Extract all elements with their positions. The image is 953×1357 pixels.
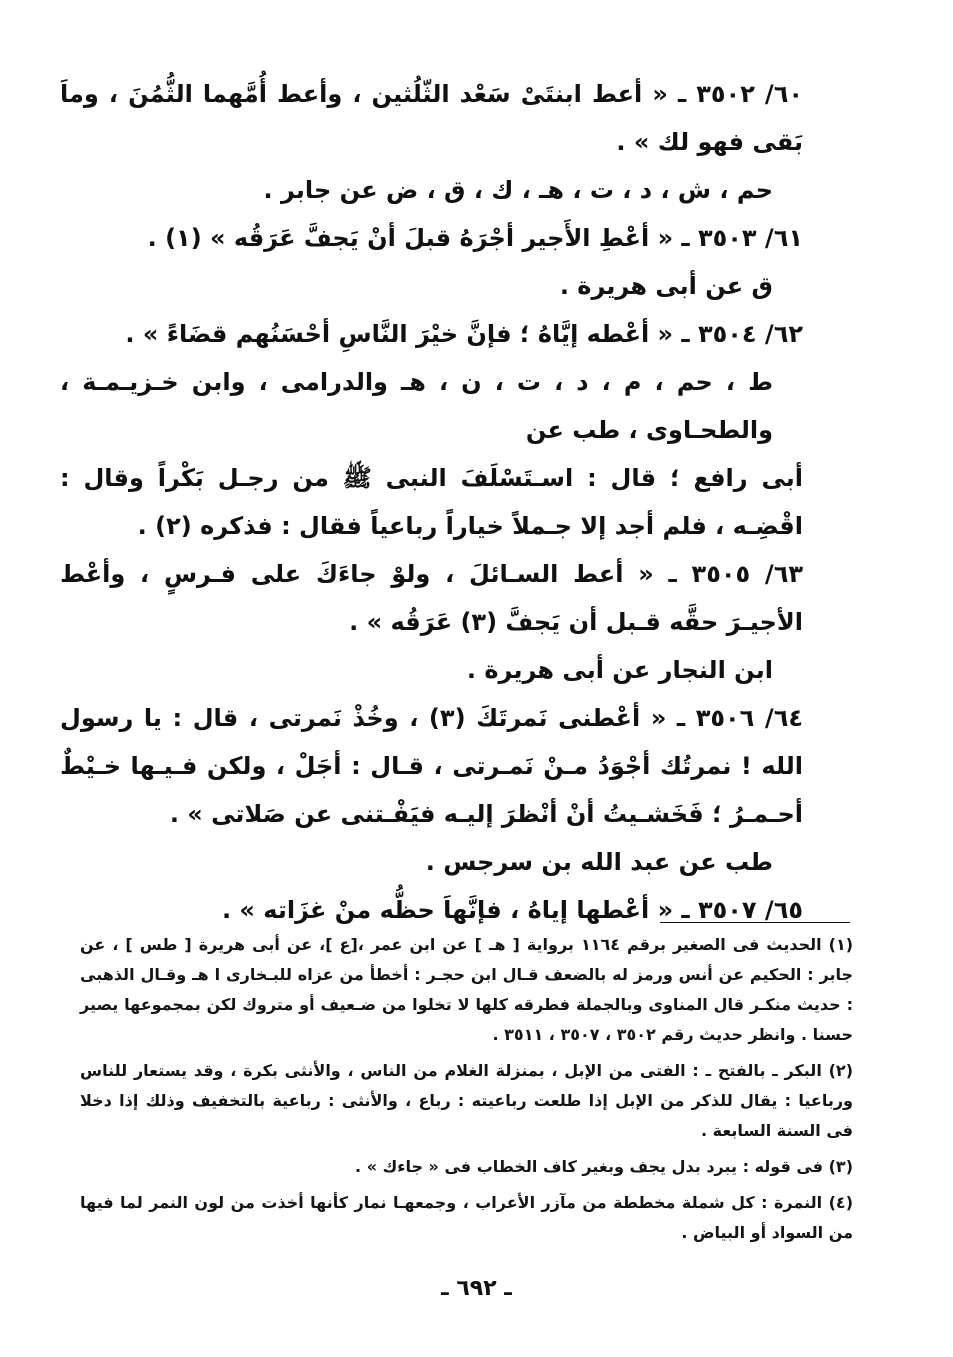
footnote-4: (٤) النمرة : كل شملة مخططة من مآزر الأعراب ، وجمعهـا نمار كأنها أخذت من لون النمر لما فيها من السواد أو البياض .	[80, 1193, 853, 1242]
hadith-entry-63: ٦٣/ ٣٥٠٥ ـ « أعط السـائلَ ، ولوْ جاءَكَ على فـرسٍ ، وأعْط الأجيـرَ حقَّه قـبل أن يَجفَّ (٣) عَرَقُه » .	[60, 560, 803, 636]
footnote-2: (٢) البكر ـ بالفتح ـ : الفتى من الإبل ، بمنزلة الغلام من الناس ، والأنثى بكرة ، وقد يستعار للناس ورباعيا : يقال للذكر من الإبل إذا طلعت رباعيته : رباع ، والأنثى : رباعية بالتخفيف وذلك إذا دخلا فى السنة السابعة .	[80, 1061, 853, 1140]
hadith-entry-60: ٦٠/ ٣٥٠٢ ـ « أعط ابنتَىْ سَعْد الثّلُثين ، وأعط أُمَّهما الثُّمُنَ ، وماَ بَقى فهو لك » .	[60, 80, 803, 156]
source-block	[60, 358, 803, 550]
source-line: طب عن عبد الله بن سرجس .	[425, 848, 773, 876]
page-number: ـ ٦٩٢ ـ	[441, 1276, 512, 1301]
source-line-rest: أبى رافع ؛ قال : اسـتَسْلَفَ النبى ﷺ من رجـل بَكْراً وقال : اقْضِـه ، فلم أجد إلا جـملاً خياراً رباعياً فقال : فذكره (٢) .	[60, 464, 803, 540]
source-line: حم ، ش ، د ، ت ، هـ ، ك ، ق ، ض عن جابر .	[263, 176, 773, 204]
source-line: ق عن أبى هريرة .	[559, 272, 773, 300]
hadith-entry-65: ٦٥/ ٣٥٠٧ ـ « أعْطها إياهُ ، فإنَّهاَ حظُّه منْ غزَاته » .	[221, 896, 803, 924]
footnotes	[80, 930, 853, 1254]
footnote-3: (٣) فى قوله : يبرد بدل يجف وبغير كاف الخطاب فى « جاءك » .	[355, 1157, 853, 1176]
hadith-entry-64: ٦٤/ ٣٥٠٦ ـ « أعْطنى نَمرتَكَ (٣) ، وخُذْ نَمرتى ، قال : يا رسول الله ! نمرتُك أجْوَدُ مـنْ نَمـرتى ، قـال : أجَلْ ، ولكن فـيـها خـيْطٌ أحـمـرُ ؛ فَخَشـيتُ أنْ أنْظرَ إليـه فيَفْـتنى عن صَلاتى » .	[60, 704, 803, 828]
hadith-body	[60, 70, 803, 934]
source-line-first: ط ، حم ، م ، د ، ت ، ن ، هـ والدرامى ، وابن خـزيـمـة ، والطحـاوى ، طب عن	[60, 368, 773, 444]
footnote-divider	[660, 922, 850, 923]
source-line: ابن النجار عن أبى هريرة .	[466, 656, 773, 684]
hadith-entry-62: ٦٢/ ٣٥٠٤ ـ « أعْطه إيَّاهُ ؛ فإنَّ خيْرَ النَّاسِ أحْسَنُهم قضَاءً » .	[125, 320, 803, 348]
footnote-1: (١) الحديث فى الصغير برقم ١١٦٤ برواية [ هـ ] عن ابن عمر ،[ع ]، عن أبى هريرة [ طس ] ، عن جابر : الحكيم عن أنس ورمز له بالضعف قـال ابن حجـر : أخطأ من عزاه للبـخارى ا هـ وقـال الذهبى : حديث منكـر قال المناوى وبالجملة فطرقه كلها لا تخلوا من ضـعيف أو متروك لكن بمجموعها يصير حسنا . وانظر حديث رقم ٣٥٠٢ ، ٣٥٠٧ ، ٣٥١١ .	[80, 935, 854, 1044]
hadith-entry-61: ٦١/ ٣٥٠٣ ـ « أعْطِ الأَجير أجْرَهُ قبلَ أنْ يَجفَّ عَرَقُه » (١) .	[147, 224, 803, 252]
